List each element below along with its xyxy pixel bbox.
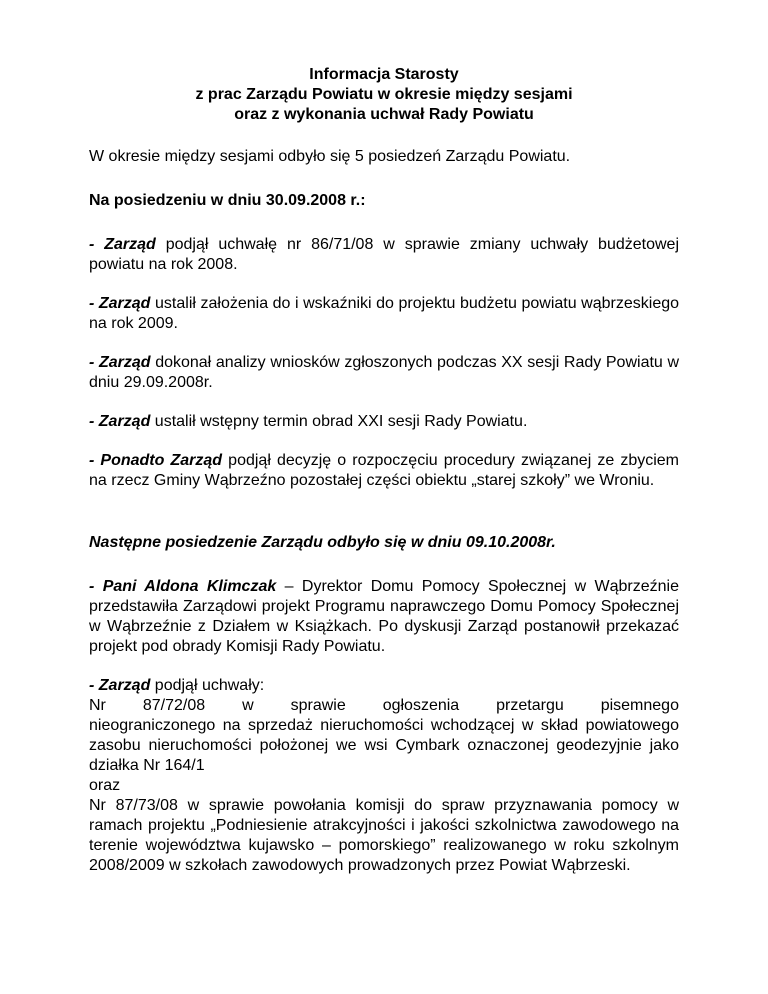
resolution-1-first-line xyxy=(89,696,679,716)
session-1-heading: Na posiedzeniu w dniu 30.09.2008 r.: xyxy=(89,192,366,209)
word: sprawie xyxy=(290,697,346,714)
item-text: podjął uchwały: xyxy=(150,677,265,694)
resolution-2: Nr 87/73/08 w sprawie powołania komisji do spraw przyznawania pomocy w ramach projektu „Podniesienie atrakcyjności i jakości szkolnictwa zawodowego na terenie województwa kujawsko – pomorskiego” realizowanego w roku szkolnym 2008/2009 w szkołach zawodowych prowadzonych przez Powiat Wąbrzeski. xyxy=(89,797,679,874)
title-line-2: z prac Zarządu Powiatu w okresie między sesjami xyxy=(195,86,573,103)
title-line-3: oraz z wykonania uchwał Rady Powiatu xyxy=(234,106,534,123)
item-lead: - Pani Aldona Klimczak xyxy=(89,578,277,595)
item-lead: - Ponadto Zarząd xyxy=(89,452,223,469)
title-line-1: Informacja Starosty xyxy=(309,66,459,83)
word: ogłoszenia xyxy=(382,697,460,714)
resolutions-connector: oraz xyxy=(89,777,121,794)
item-lead: - Zarząd xyxy=(89,354,151,371)
intro-paragraph: W okresie między sesjami odbyło się 5 posiedzeń Zarządu Powiatu. xyxy=(89,148,571,165)
word: Nr xyxy=(89,697,106,714)
item-text: dokonał analizy wniosków zgłoszonych podczas XX sesji Rady Powiatu w dniu 29.09.2008r. xyxy=(89,354,680,391)
resolutions-intro xyxy=(89,676,679,696)
session-2-heading: Następne posiedzenie Zarządu odbyło się w dniu 09.10.2008r. xyxy=(89,534,556,551)
word: pisemnego xyxy=(600,697,679,714)
item-lead: - Zarząd xyxy=(89,295,151,312)
word: w xyxy=(242,697,254,714)
session-1-item-1 xyxy=(89,235,679,275)
session-2-item-1 xyxy=(89,577,679,657)
word: 87/72/08 xyxy=(142,697,206,714)
item-lead: - Zarząd xyxy=(89,413,151,430)
document-page xyxy=(89,65,679,895)
resolution-1-rest: nieograniczonego na sprzedaż nieruchomości wchodzącej w skład powiatowego zasobu nieruchomości położonej we wsi Cymbark oznaczonej geodezyjnie jako działka Nr 164/1 xyxy=(89,717,679,774)
item-text: podjął decyzję o rozpoczęciu procedury związanej ze zbyciem na rzecz Gminy Wąbrzeźno pozostałej części obiektu „starej szkoły” we Wroniu. xyxy=(89,452,680,489)
item-text: ustalił założenia do i wskaźniki do projektu budżetu powiatu wąbrzeskiego na rok 2009. xyxy=(89,295,680,332)
word: przetargu xyxy=(496,697,564,714)
session-1-item-2 xyxy=(89,294,679,334)
item-lead: - Zarząd xyxy=(89,236,156,253)
session-1-item-5 xyxy=(89,451,679,491)
item-text: ustalił wstępny termin obrad XXI sesji Rady Powiatu. xyxy=(150,413,528,430)
session-1-item-3 xyxy=(89,353,679,393)
session-1-item-4 xyxy=(89,412,679,432)
item-lead: - Zarząd xyxy=(89,677,151,694)
document-title xyxy=(89,65,679,125)
item-text: podjął uchwałę nr 86/71/08 w sprawie zmiany uchwały budżetowej powiatu na rok 2008. xyxy=(89,236,679,273)
item-text: – Dyrektor Domu Pomocy Społecznej w Wąbrzeźnie przedstawiła Zarządowi projekt Programu naprawczego Domu Pomocy Społecznej w Wąbrzeźnie z Działem w Książkach. Po dyskusji Zarząd postanowił przekazać projekt pod obrady Komisji Rady Powiatu. xyxy=(89,578,679,655)
session-2-item-2 xyxy=(89,676,679,876)
